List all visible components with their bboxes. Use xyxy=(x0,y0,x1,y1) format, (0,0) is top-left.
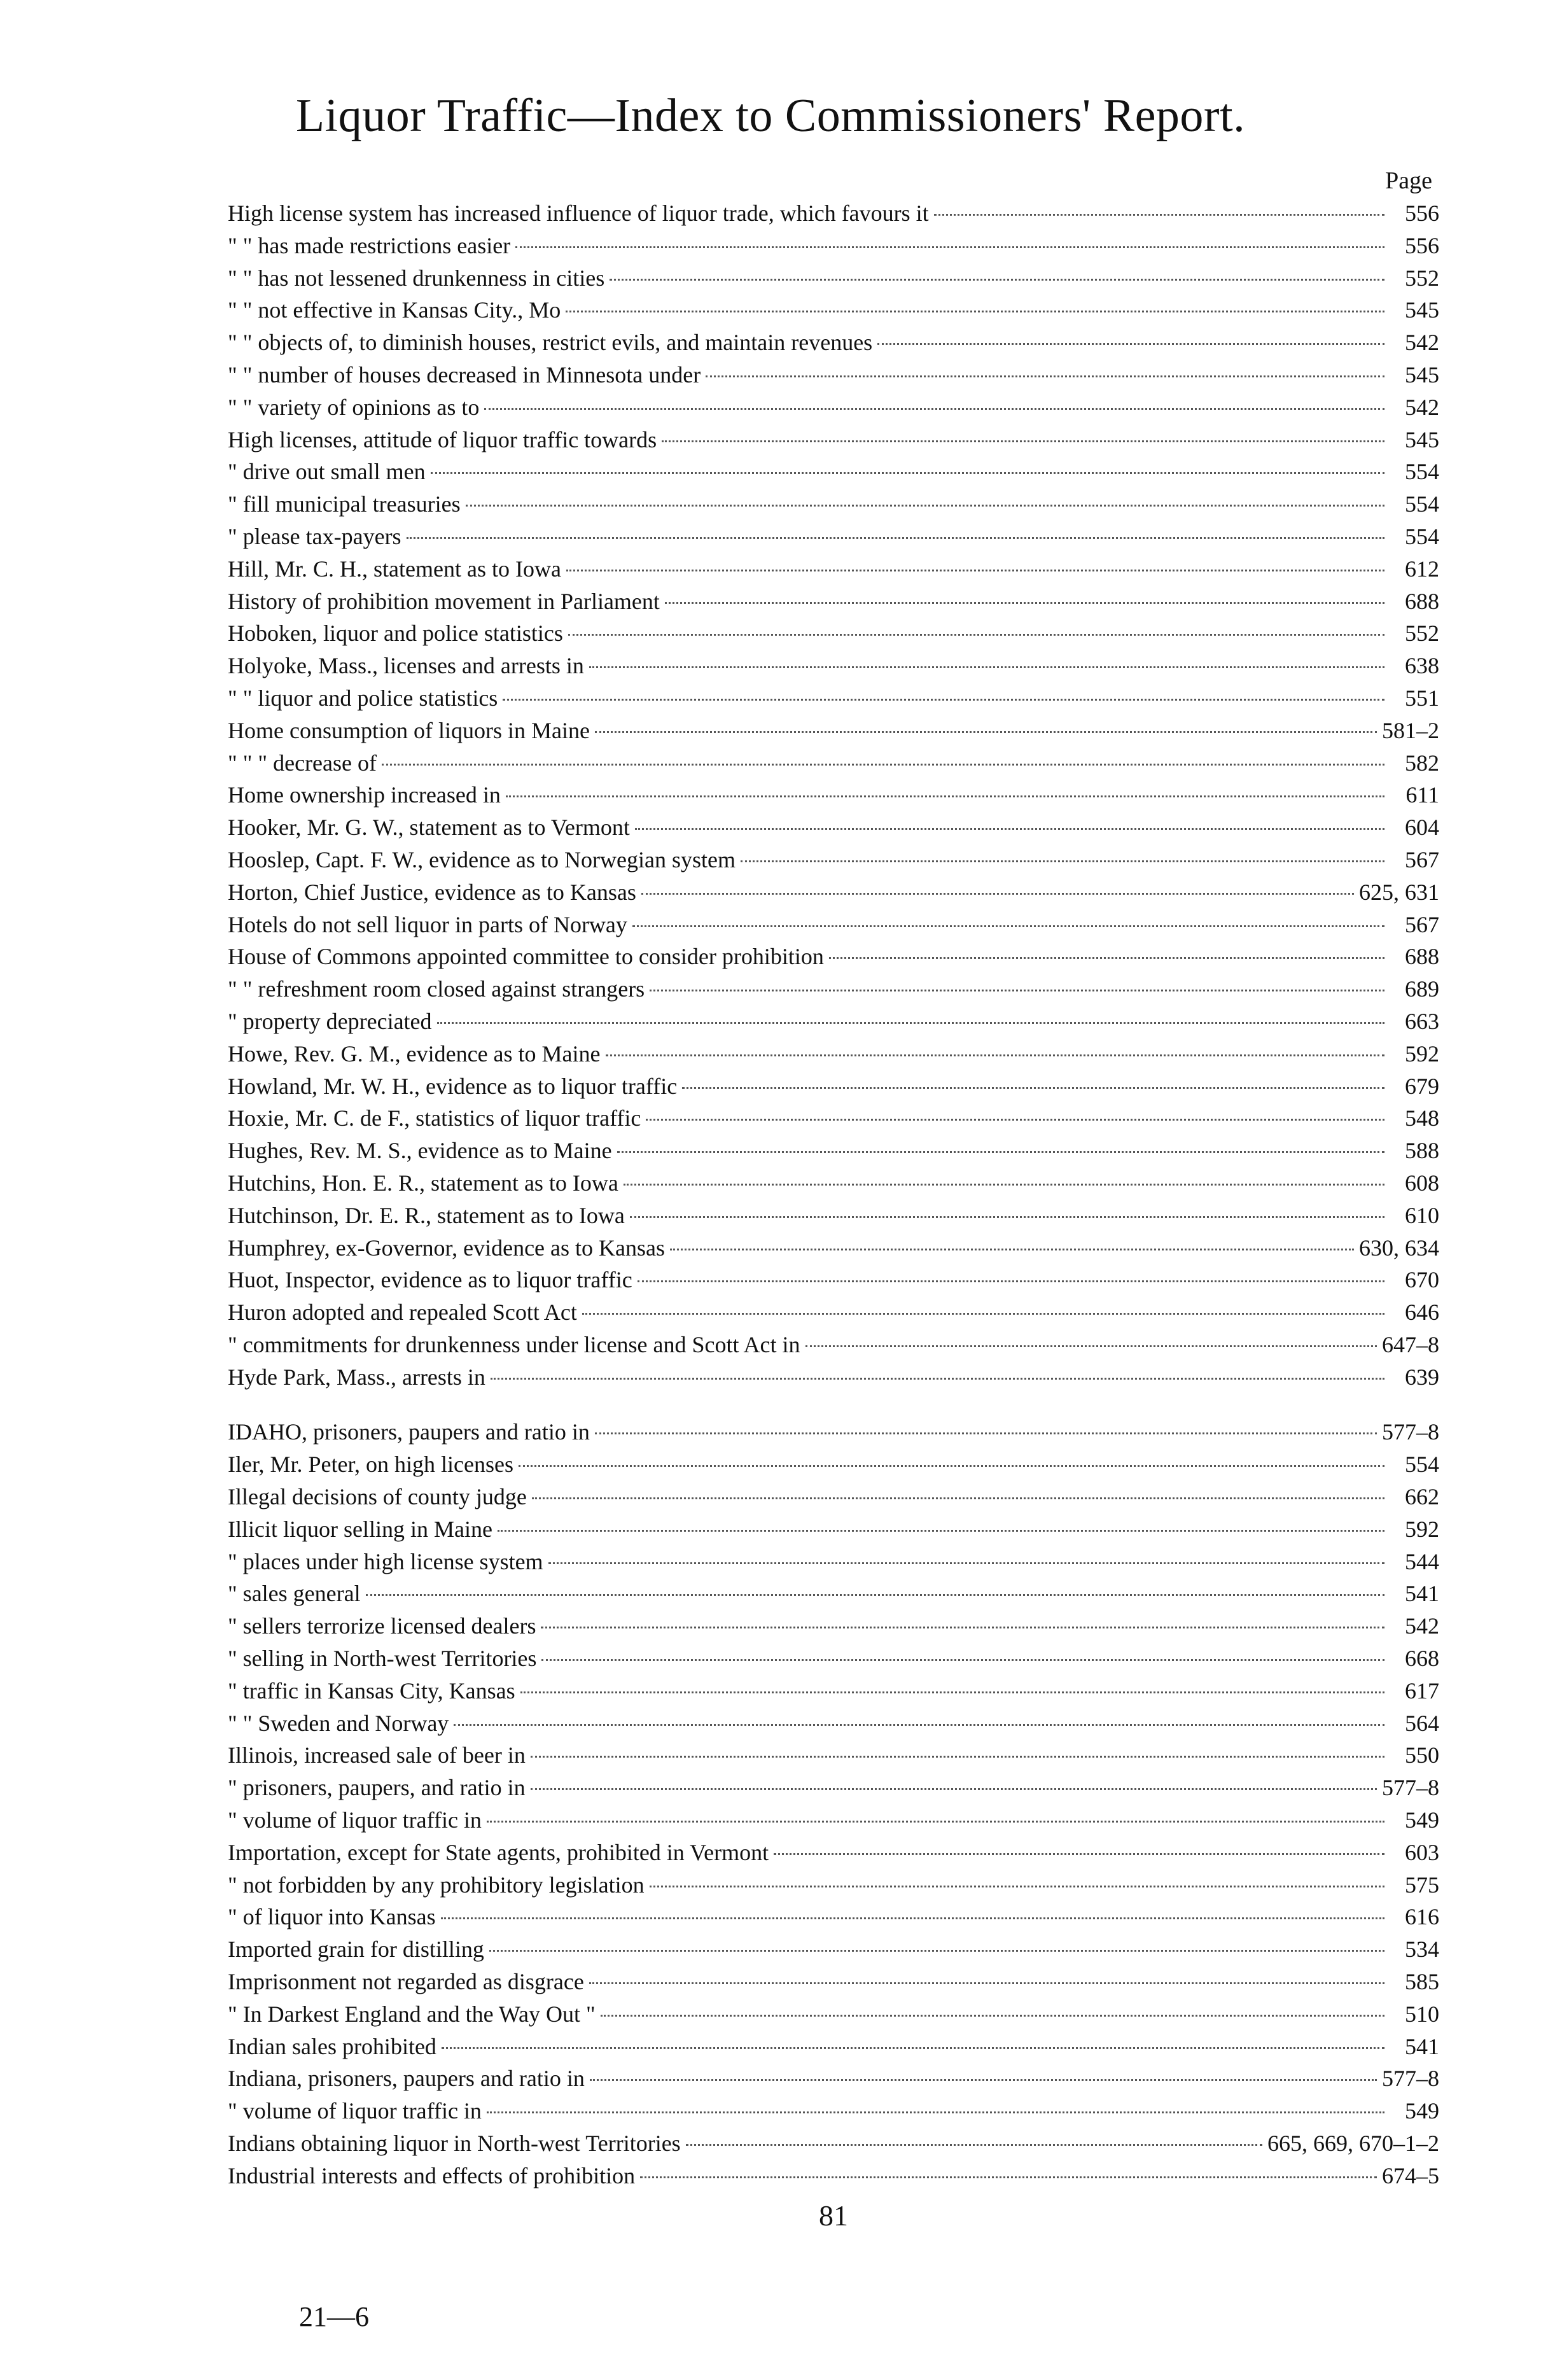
entry-text: Importation, except for State agents, prohibited in Vermont xyxy=(228,1839,769,1865)
entry-text: " volume of liquor traffic in xyxy=(228,1807,482,1833)
entry-text: " " has not lessened drunkenness in cities xyxy=(228,265,605,291)
entry-page-number: 612 xyxy=(1405,556,1439,582)
dot-leader xyxy=(589,666,1384,668)
entry-page-number: 554 xyxy=(1405,459,1439,485)
dot-leader xyxy=(531,1788,1377,1790)
index-entry xyxy=(228,1772,1439,1804)
dot-leader xyxy=(566,311,1384,312)
entry-text: Huot, Inspector, evidence as to liquor traffic xyxy=(228,1267,632,1293)
entry-text: Indian sales prohibited xyxy=(228,2033,436,2059)
entry-page-number: 604 xyxy=(1405,815,1439,841)
entry-text: " selling in North-west Territories xyxy=(228,1646,537,1672)
index-entry xyxy=(228,553,1439,585)
index-entry xyxy=(228,1642,1439,1675)
entry-text: Iler, Mr. Peter, on high licenses xyxy=(228,1452,514,1478)
entry-text: " " refreshment room closed against strangers xyxy=(228,976,645,1002)
entry-page-number: 534 xyxy=(1405,1936,1439,1963)
entry-text: " property depreciated xyxy=(228,1008,432,1034)
entry-page-number: 554 xyxy=(1405,491,1439,517)
entry-text: " " liquor and police statistics xyxy=(228,685,498,711)
dot-leader xyxy=(589,1982,1384,1984)
entry-text: " commitments for drunkenness under license and Scott Act in xyxy=(228,1331,800,1357)
index-entry xyxy=(228,1264,1439,1296)
index-entry xyxy=(228,1361,1439,1394)
dot-leader xyxy=(484,408,1384,410)
index-entry xyxy=(228,585,1439,618)
entry-text: IDAHO, prisoners, paupers and ratio in xyxy=(228,1419,590,1445)
entry-text: Hotels do not sell liquor in parts of Norway xyxy=(228,911,627,937)
index-entry xyxy=(228,811,1439,844)
entry-text: Illicit liquor selling in Maine xyxy=(228,1516,492,1542)
entry-text: " prisoners, paupers, and ratio in xyxy=(228,1775,526,1801)
entry-page-number: 510 xyxy=(1405,2001,1439,2027)
index-entry xyxy=(228,294,1439,326)
entry-text: " In Darkest England and the Way Out " xyxy=(228,2001,596,2027)
dot-leader xyxy=(877,343,1384,345)
dot-leader xyxy=(454,1724,1384,1726)
entry-text: " sellers terrorize licensed dealers xyxy=(228,1613,536,1639)
index-entry xyxy=(228,262,1439,295)
dot-leader xyxy=(805,1345,1377,1347)
entry-page-number: 556 xyxy=(1405,200,1439,226)
entry-page-number: 588 xyxy=(1405,1138,1439,1164)
dot-leader xyxy=(515,246,1384,248)
dot-leader xyxy=(741,860,1384,862)
entry-text: " drive out small men xyxy=(228,459,426,485)
dot-leader xyxy=(366,1594,1384,1596)
index-entry xyxy=(228,1837,1439,1869)
entry-page-number: 616 xyxy=(1405,1904,1439,1930)
dot-leader xyxy=(829,957,1384,959)
entry-text: High licenses, attitude of liquor traffic towards xyxy=(228,426,657,452)
dot-leader xyxy=(503,699,1384,701)
index-entry xyxy=(228,682,1439,715)
entry-page-number: 551 xyxy=(1405,685,1439,711)
index-entry xyxy=(228,1610,1439,1642)
dot-leader xyxy=(595,1432,1377,1434)
index-entry xyxy=(228,1675,1439,1707)
entry-page-number: 552 xyxy=(1405,620,1439,647)
index-entry xyxy=(228,1167,1439,1200)
index-entry xyxy=(228,1296,1439,1329)
entry-page-number: 662 xyxy=(1405,1484,1439,1510)
index-entry xyxy=(228,747,1439,780)
index-entry xyxy=(228,230,1439,262)
page-number: 81 xyxy=(819,2199,848,2232)
dot-leader xyxy=(632,925,1384,927)
entry-page-number: 542 xyxy=(1405,1613,1439,1639)
entry-page-number: 542 xyxy=(1405,330,1439,356)
entry-text: Howland, Mr. W. H., evidence as to liquor traffic xyxy=(228,1073,678,1099)
dot-leader xyxy=(466,505,1384,507)
index-entry xyxy=(228,1901,1439,1933)
entry-page-number: 592 xyxy=(1405,1040,1439,1067)
entry-page-number: 542 xyxy=(1405,394,1439,420)
entry-text: " fill municipal treasuries xyxy=(228,491,461,517)
entry-text: " " has made restrictions easier xyxy=(228,232,511,258)
dot-leader xyxy=(635,828,1384,830)
entry-page-number: 670 xyxy=(1405,1267,1439,1293)
entry-page-number: 625, 631 xyxy=(1359,879,1439,905)
entry-page-number: 585 xyxy=(1405,1969,1439,1995)
index-entry xyxy=(228,1448,1439,1481)
entry-text: Home ownership increased in xyxy=(228,782,501,808)
dot-leader xyxy=(646,1119,1384,1121)
entry-page-number: 646 xyxy=(1405,1299,1439,1326)
entry-text: Indians obtaining liquor in North-west Territories xyxy=(228,2131,681,2157)
index-entry xyxy=(228,1513,1439,1546)
dot-leader xyxy=(601,2015,1384,2017)
entry-text: Hyde Park, Mass., arrests in xyxy=(228,1364,485,1390)
dot-leader xyxy=(506,795,1384,797)
dot-leader xyxy=(610,279,1384,281)
entry-page-number: 567 xyxy=(1405,911,1439,937)
entry-page-number: 545 xyxy=(1405,361,1439,388)
dot-leader xyxy=(641,893,1354,895)
index-entry xyxy=(228,909,1439,941)
entry-page-number: 603 xyxy=(1405,1839,1439,1865)
entry-page-number: 639 xyxy=(1405,1364,1439,1390)
index-entry xyxy=(228,1869,1439,1901)
entry-text: Hooker, Mr. G. W., statement as to Vermont xyxy=(228,815,630,841)
entry-text: Holyoke, Mass., licenses and arrests in xyxy=(228,653,584,679)
index-entry xyxy=(228,391,1439,424)
dot-leader xyxy=(491,1378,1384,1380)
entry-page-number: 556 xyxy=(1405,232,1439,258)
dot-leader xyxy=(650,1886,1384,1887)
entry-text: " not forbidden by any prohibitory legislation xyxy=(228,1872,645,1898)
entry-page-number: 611 xyxy=(1405,782,1439,808)
entry-text: " please tax-payers xyxy=(228,523,401,549)
index-entry xyxy=(228,715,1439,747)
index-entry xyxy=(228,1005,1439,1038)
index-entry xyxy=(228,197,1439,230)
dot-leader xyxy=(624,1184,1384,1186)
index-entry xyxy=(228,1739,1439,1772)
entry-page-number: 564 xyxy=(1405,1710,1439,1736)
dot-leader xyxy=(566,570,1384,571)
dot-leader xyxy=(706,375,1384,377)
entry-page-number: 610 xyxy=(1405,1202,1439,1228)
index-entry xyxy=(228,456,1439,488)
dot-leader xyxy=(520,1691,1384,1693)
dot-leader xyxy=(487,1821,1384,1823)
entry-text: Howe, Rev. G. M., evidence as to Maine xyxy=(228,1040,601,1067)
entry-page-number: 552 xyxy=(1405,265,1439,291)
index-entry xyxy=(228,2062,1439,2095)
dot-leader xyxy=(650,990,1384,991)
index-entry xyxy=(228,2127,1439,2160)
entry-page-number: 541 xyxy=(1405,1581,1439,1607)
entry-page-number: 679 xyxy=(1405,1073,1439,1099)
dot-leader xyxy=(774,1853,1384,1855)
entry-text: " " number of houses decreased in Minnesota under xyxy=(228,361,701,388)
dot-leader xyxy=(682,1087,1384,1089)
dot-leader xyxy=(665,602,1384,604)
entry-text: " sales general xyxy=(228,1581,361,1607)
index-entry xyxy=(228,1546,1439,1578)
dot-leader xyxy=(431,472,1384,474)
entry-text: Hoxie, Mr. C. de F., statistics of liquor traffic xyxy=(228,1105,641,1131)
dot-leader xyxy=(382,764,1384,766)
index-entry xyxy=(228,359,1439,391)
dot-leader xyxy=(441,1917,1384,1919)
index-entry xyxy=(228,1232,1439,1264)
dot-leader xyxy=(670,1249,1354,1250)
dot-leader xyxy=(437,1022,1384,1024)
index-entry xyxy=(228,1966,1439,1998)
entry-text: " volume of liquor traffic in xyxy=(228,2098,482,2124)
page-title: Liquor Traffic—Index to Commissioners' Report. xyxy=(295,90,1246,142)
entry-text: Huron adopted and repealed Scott Act xyxy=(228,1299,577,1326)
dot-leader xyxy=(582,1313,1384,1315)
index-entry xyxy=(228,1578,1439,1610)
index-entry xyxy=(228,1135,1439,1167)
index-entry xyxy=(228,617,1439,650)
index-list xyxy=(228,197,1439,2192)
entry-page-number: 689 xyxy=(1405,976,1439,1002)
entry-page-number: 549 xyxy=(1405,1807,1439,1833)
entry-text: " " Sweden and Norway xyxy=(228,1710,449,1736)
index-entry xyxy=(228,650,1439,682)
index-entry xyxy=(228,488,1439,521)
dot-leader xyxy=(595,731,1377,733)
entry-page-number: 674–5 xyxy=(1382,2162,1439,2188)
index-entry xyxy=(228,2031,1439,2063)
dot-leader xyxy=(934,214,1384,216)
index-entry xyxy=(228,2160,1439,2192)
entry-page-number: 582 xyxy=(1405,750,1439,776)
entry-page-number: 554 xyxy=(1405,1452,1439,1478)
entry-page-number: 630, 634 xyxy=(1359,1235,1439,1261)
dot-leader xyxy=(568,634,1384,636)
entry-page-number: 668 xyxy=(1405,1646,1439,1672)
index-entry xyxy=(228,844,1439,876)
entry-page-number: 541 xyxy=(1405,2033,1439,2059)
entry-page-number: 575 xyxy=(1405,1872,1439,1898)
dot-leader xyxy=(640,2176,1377,2178)
entry-page-number: 554 xyxy=(1405,523,1439,549)
dot-leader xyxy=(498,1530,1384,1532)
index-entry xyxy=(228,326,1439,359)
index-entry xyxy=(228,521,1439,553)
dot-leader xyxy=(489,1950,1384,1952)
index-entry xyxy=(228,1933,1439,1966)
dot-leader xyxy=(590,2079,1377,2081)
entry-page-number: 567 xyxy=(1405,846,1439,872)
dot-leader xyxy=(442,2047,1384,2049)
entry-text: History of prohibition movement in Parliament xyxy=(228,588,660,614)
entry-page-number: 544 xyxy=(1405,1548,1439,1574)
dot-leader xyxy=(531,1756,1384,1758)
dot-leader xyxy=(519,1465,1384,1467)
page-column-header: Page xyxy=(1385,167,1432,194)
index-entry xyxy=(228,1481,1439,1513)
signature-mark: 21—6 xyxy=(299,2301,369,2332)
entry-text: Hutchinson, Dr. E. R., statement as to Iowa xyxy=(228,1202,625,1228)
entry-page-number: 592 xyxy=(1405,1516,1439,1542)
dot-leader xyxy=(638,1280,1384,1282)
entry-text: Imprisonment not regarded as disgrace xyxy=(228,1969,584,1995)
index-entry xyxy=(228,876,1439,909)
entry-page-number: 581–2 xyxy=(1382,717,1439,743)
dot-leader xyxy=(686,2144,1262,2146)
dot-leader xyxy=(548,1562,1384,1564)
dot-leader xyxy=(541,1659,1384,1661)
entry-text: Hooslep, Capt. F. W., evidence as to Norwegian system xyxy=(228,846,736,872)
entry-page-number: 688 xyxy=(1405,588,1439,614)
index-entry xyxy=(228,2095,1439,2127)
dot-leader xyxy=(532,1497,1384,1499)
index-entry xyxy=(228,1070,1439,1103)
dot-leader xyxy=(617,1151,1384,1153)
entry-text: " " " decrease of xyxy=(228,750,377,776)
dot-leader xyxy=(630,1216,1384,1218)
entry-text: Hill, Mr. C. H., statement as to Iowa xyxy=(228,556,561,582)
entry-page-number: 608 xyxy=(1405,1170,1439,1196)
index-entry xyxy=(228,424,1439,456)
index-entry xyxy=(228,1416,1439,1448)
entry-page-number: 545 xyxy=(1405,297,1439,323)
entry-page-number: 638 xyxy=(1405,653,1439,679)
entry-text: Home consumption of liquors in Maine xyxy=(228,717,590,743)
dot-leader xyxy=(662,440,1384,442)
dot-leader xyxy=(407,537,1384,539)
entry-text: Humphrey, ex-Governor, evidence as to Kansas xyxy=(228,1235,665,1261)
entry-page-number: 550 xyxy=(1405,1742,1439,1768)
entry-text: " " not effective in Kansas City., Mo xyxy=(228,297,561,323)
entry-text: " traffic in Kansas City, Kansas xyxy=(228,1677,515,1704)
entry-page-number: 665, 669, 670–1–2 xyxy=(1267,2131,1439,2157)
entry-text: Illegal decisions of county judge xyxy=(228,1484,527,1510)
entry-page-number: 617 xyxy=(1405,1677,1439,1704)
entry-text: Imported grain for distilling xyxy=(228,1936,484,1963)
index-entry xyxy=(228,1329,1439,1361)
dot-leader xyxy=(606,1054,1384,1056)
entry-text: " " variety of opinions as to xyxy=(228,394,480,420)
entry-text: Hutchins, Hon. E. R., statement as to Iowa xyxy=(228,1170,618,1196)
index-entry xyxy=(228,779,1439,811)
index-entry xyxy=(228,973,1439,1005)
index-entry xyxy=(228,941,1439,973)
entry-page-number: 647–8 xyxy=(1382,1331,1439,1357)
dot-leader xyxy=(487,2111,1384,2113)
entry-page-number: 577–8 xyxy=(1382,1419,1439,1445)
entry-page-number: 577–8 xyxy=(1382,1775,1439,1801)
entry-text: High license system has increased influence of liquor trade, which favours it xyxy=(228,200,929,226)
index-entry xyxy=(228,1707,1439,1740)
entry-text: House of Commons appointed committee to consider prohibition xyxy=(228,944,824,970)
entry-page-number: 577–8 xyxy=(1382,2066,1439,2092)
entry-text: Indiana, prisoners, paupers and ratio in xyxy=(228,2066,585,2092)
entry-text: Industrial interests and effects of prohibition xyxy=(228,2162,636,2188)
entry-page-number: 545 xyxy=(1405,426,1439,452)
index-entry xyxy=(228,1804,1439,1837)
entry-text: " places under high license system xyxy=(228,1548,543,1574)
entry-page-number: 688 xyxy=(1405,944,1439,970)
index-entry xyxy=(228,1998,1439,2031)
index-entry xyxy=(228,1038,1439,1070)
entry-text: " of liquor into Kansas xyxy=(228,1904,436,1930)
entry-text: Horton, Chief Justice, evidence as to Kansas xyxy=(228,879,636,905)
entry-page-number: 663 xyxy=(1405,1008,1439,1034)
index-entry xyxy=(228,1102,1439,1135)
entry-text: Hoboken, liquor and police statistics xyxy=(228,620,563,647)
entry-page-number: 548 xyxy=(1405,1105,1439,1131)
dot-leader xyxy=(541,1627,1384,1628)
index-entry xyxy=(228,1200,1439,1232)
entry-text: Hughes, Rev. M. S., evidence as to Maine xyxy=(228,1138,612,1164)
entry-text: Illinois, increased sale of beer in xyxy=(228,1742,526,1768)
entry-page-number: 549 xyxy=(1405,2098,1439,2124)
entry-text: " " objects of, to diminish houses, restrict evils, and maintain revenues xyxy=(228,330,873,356)
